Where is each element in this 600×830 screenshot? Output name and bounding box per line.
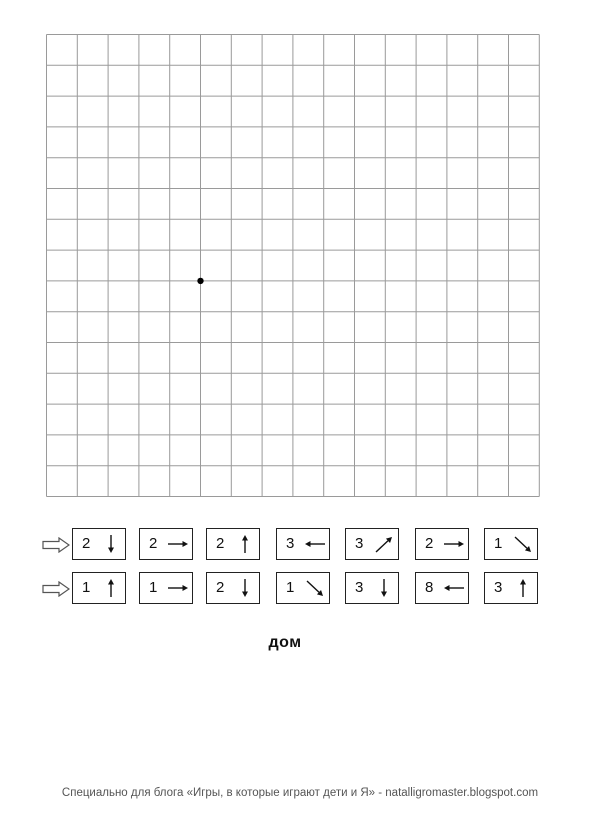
arrow-right-icon (442, 532, 466, 556)
arrow-up-icon (99, 576, 123, 600)
step-count: 2 (216, 579, 225, 596)
step-count: 3 (286, 535, 295, 552)
start-arrow-icon (42, 581, 70, 597)
command-box (415, 572, 469, 604)
command-box (484, 528, 538, 560)
start-arrow-icon (42, 537, 70, 553)
step-count: 8 (425, 579, 434, 596)
step-count: 1 (494, 535, 503, 552)
command-box (484, 572, 538, 604)
command-box (276, 528, 330, 560)
arrow-left-icon (442, 576, 466, 600)
command-box (206, 572, 260, 604)
step-count: 1 (286, 579, 295, 596)
step-count: 2 (82, 535, 91, 552)
arrow-down-icon (99, 532, 123, 556)
command-box (276, 572, 330, 604)
step-count: 2 (216, 535, 225, 552)
arrow-left-icon (303, 532, 327, 556)
command-box (72, 528, 126, 560)
arrow-right-icon (166, 532, 190, 556)
picture-title: дом (268, 634, 302, 651)
arrow-down-right-icon (511, 532, 535, 556)
step-count: 3 (494, 579, 503, 596)
command-box (139, 528, 193, 560)
step-count: 2 (149, 535, 158, 552)
command-box (206, 528, 260, 560)
dot-grid (46, 34, 542, 497)
command-box (345, 572, 399, 604)
arrow-up-icon (511, 576, 535, 600)
command-box (72, 572, 126, 604)
arrow-down-right-icon (303, 576, 327, 600)
command-box (139, 572, 193, 604)
arrow-up-right-icon (372, 532, 396, 556)
arrow-down-icon (233, 576, 257, 600)
step-count: 3 (355, 535, 364, 552)
start-point-dot (197, 278, 203, 284)
command-box (415, 528, 469, 560)
arrow-right-icon (166, 576, 190, 600)
step-count: 1 (149, 579, 158, 596)
footer-credit: Специально для блога «Игры, в которые играют дети и Я» - natalligromaster.blogspot.com (61, 787, 539, 799)
arrow-up-icon (233, 532, 257, 556)
step-count: 3 (355, 579, 364, 596)
step-count: 2 (425, 535, 434, 552)
arrow-down-icon (372, 576, 396, 600)
step-count: 1 (82, 579, 91, 596)
command-box (345, 528, 399, 560)
grid-lines (47, 35, 540, 497)
